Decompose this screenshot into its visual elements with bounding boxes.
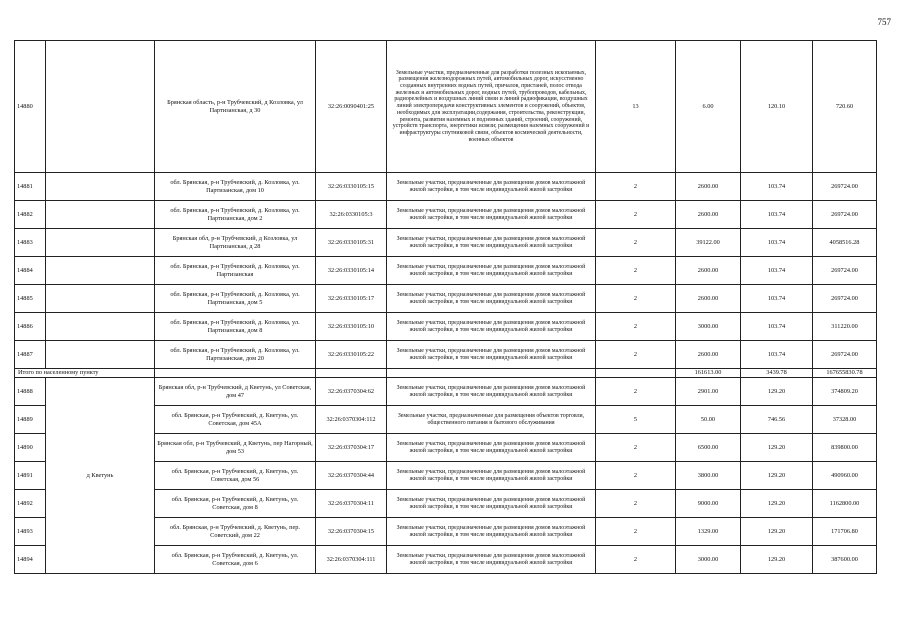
land-use-cell: Земельные участки, предназначенные для размещения домов малоэтажной жилой застройки, в том числе индивидуальной жилой застройки: [387, 257, 596, 285]
land-use-cell: Земельные участки, предназначенные для размещения объектов торговли, общественного питания и бытового обслуживания: [387, 406, 596, 434]
table-row: [15, 313, 877, 341]
land-use-cell: Земельные участки, предназначенные для размещения домов малоэтажной жилой застройки, в том числе индивидуальной жилой застройки: [387, 434, 596, 462]
land-use-cell: Земельные участки, предназначенные для разработки полезных ископаемых, размещения железнодорожных путей, автомобильных дорог, искусственно созданных внутренних водных путей, причалов, пристаней, полос отвода железных и автомобильных дорог, водных путей, трубопроводов, кабельных, радиорелейных и воздушных линий связи и линий радиофикации, воздушных линий электропередачи конструктивных элементов и сооружений, объектов, необходимых для эксплуатации,содержания, строительства, реконструкции, ремонта, развития наземных и подземных зданий, строений, сооружений, устройств транспорта, энергетики исвязи; размещения наземных сооружений и инфраструктуры спутниковой связи, объектов космической деятельности, военных объектов: [387, 41, 596, 173]
rate-cell: 129.20: [741, 462, 813, 490]
cadastral-value-cell: 269724.00: [813, 201, 877, 229]
area-cell: 2600.00: [676, 201, 741, 229]
table-row: [15, 41, 877, 173]
address-cell: обл. Брянская, р-н Трубчевский, д. Козловка, ул. Партизанская, дом 10: [155, 173, 316, 201]
land-use-cell: Земельные участки, предназначенные для размещения домов малоэтажной жилой застройки, в том числе индивидуальной жилой застройки: [387, 341, 596, 369]
area-cell: 1329.00: [676, 518, 741, 546]
land-use-cell: Земельные участки, предназначенные для размещения домов малоэтажной жилой застройки, в том числе индивидуальной жилой застройки: [387, 378, 596, 406]
row-number: 14891: [15, 462, 46, 490]
use-code-cell: 2: [596, 201, 676, 229]
total-row: [15, 369, 877, 378]
table-row: [15, 285, 877, 313]
cadastral-number-cell: 32:26:0370304:62: [316, 378, 387, 406]
use-code-cell: 2: [596, 518, 676, 546]
cadastral-number-cell: 32:26:0370304:15: [316, 518, 387, 546]
settlement-name: д Кветунь: [46, 378, 155, 574]
land-use-cell: Земельные участки, предназначенные для размещения домов малоэтажной жилой застройки, в том числе индивидуальной жилой застройки: [387, 229, 596, 257]
address-cell: обл. Брянская, р-н Трубчевский, д. Козловка, ул. Партизанская: [155, 257, 316, 285]
address-cell: Брянская область, р-н Трубчевский, д Козловка, ул Партизанская, д 30: [155, 41, 316, 173]
cadastral-number-cell: 32:26:0330105:22: [316, 341, 387, 369]
address-cell: обл. Брянская, р-н Трубчевский, д. Кветунь, ул. Советская, дом 45А: [155, 406, 316, 434]
cadastral-value-cell: 490960.00: [813, 462, 877, 490]
row-number: 14882: [15, 201, 46, 229]
row-number: 14893: [15, 518, 46, 546]
settlement-cell: [46, 257, 155, 285]
table-row: [15, 229, 877, 257]
rate-cell: 103.74: [741, 173, 813, 201]
address-cell: обл. Брянская, р-н Трубчевский, д. Кветунь, пер. Советский, дом 22: [155, 518, 316, 546]
settlement-cell: [46, 285, 155, 313]
cadastral-value-cell: 839800.00: [813, 434, 877, 462]
rate-cell: 103.74: [741, 341, 813, 369]
cadastral-number-cell: 32:26:0330105:15: [316, 173, 387, 201]
cadastral-value-cell: 4058516.28: [813, 229, 877, 257]
address-cell: обл. Брянская, р-н Трубчевский, д. Козловка, ул. Партизанская, дом 20: [155, 341, 316, 369]
row-number: 14881: [15, 173, 46, 201]
cadastral-number-cell: 32:26:0330105:10: [316, 313, 387, 341]
table-body-total: [15, 369, 877, 378]
use-code-cell: 2: [596, 378, 676, 406]
row-number: 14888: [15, 378, 46, 406]
row-number: 14883: [15, 229, 46, 257]
rate-cell: 129.20: [741, 490, 813, 518]
cadastral-value-cell: 269724.00: [813, 341, 877, 369]
table-row: [15, 173, 877, 201]
table-body-kvetun: [15, 378, 877, 574]
rate-cell: 103.74: [741, 313, 813, 341]
address-cell: обл. Брянская, р-н Трубчевский, д. Кветунь, ул. Советская, дом 6: [155, 546, 316, 574]
settlement-cell: [46, 229, 155, 257]
rate-cell: 120.10: [741, 41, 813, 173]
use-code-cell: 2: [596, 285, 676, 313]
rate-cell: 103.74: [741, 285, 813, 313]
land-use-cell: Земельные участки, предназначенные для размещения домов малоэтажной жилой застройки, в том числе индивидуальной жилой застройки: [387, 173, 596, 201]
area-cell: 9000.00: [676, 490, 741, 518]
rate-cell: 103.74: [741, 229, 813, 257]
land-use-cell: Земельные участки, предназначенные для размещения домов малоэтажной жилой застройки, в том числе индивидуальной жилой застройки: [387, 490, 596, 518]
address-cell: обл. Брянская, р-н Трубчевский, д. Козловка, ул. Партизанская, дом 8: [155, 313, 316, 341]
total-area: 161613.00: [676, 369, 741, 378]
settlement-cell: [46, 313, 155, 341]
rate-cell: 129.20: [741, 378, 813, 406]
cadastral-value-cell: 387600.00: [813, 546, 877, 574]
rate-cell: 129.20: [741, 434, 813, 462]
cadastral-number-cell: 32:26:0330105:31: [316, 229, 387, 257]
table-row: [15, 378, 877, 406]
cadastral-value-cell: 720.60: [813, 41, 877, 173]
use-code-cell: 2: [596, 490, 676, 518]
rate-cell: 129.20: [741, 518, 813, 546]
use-code-cell: 2: [596, 546, 676, 574]
address-cell: обл. Брянская, р-н Трубчевский, д. Кветунь, ул. Советская, дом 56: [155, 462, 316, 490]
cadastral-value-cell: 37328.00: [813, 406, 877, 434]
table-row: [15, 201, 877, 229]
land-use-cell: Земельные участки, предназначенные для размещения домов малоэтажной жилой застройки, в том числе индивидуальной жилой застройки: [387, 546, 596, 574]
cadastral-value-cell: 171706.80: [813, 518, 877, 546]
page-number: 757: [877, 17, 891, 27]
row-number: 14880: [15, 41, 46, 173]
rate-cell: 103.74: [741, 201, 813, 229]
use-code-cell: 2: [596, 257, 676, 285]
cadastral-value-cell: 269724.00: [813, 173, 877, 201]
address-cell: обл. Брянская, р-н Трубчевский, д. Козловка, ул. Партизанская, дом 2: [155, 201, 316, 229]
row-number: 14885: [15, 285, 46, 313]
address-cell: обл. Брянская, р-н Трубчевский, д. Кветунь, ул. Советская, дом 8: [155, 490, 316, 518]
row-number: 14886: [15, 313, 46, 341]
use-code-cell: 2: [596, 462, 676, 490]
use-code-cell: 2: [596, 229, 676, 257]
settlement-cell: [46, 173, 155, 201]
row-number: 14892: [15, 490, 46, 518]
cadastral-number-cell: 32:26:0330105:3: [316, 201, 387, 229]
land-registry-table: [14, 40, 877, 574]
area-cell: 6.00: [676, 41, 741, 173]
use-code-cell: 2: [596, 313, 676, 341]
cadastral-number-cell: 32:26:0370304:44: [316, 462, 387, 490]
total-value: 167655830.78: [813, 369, 877, 378]
total-empty-cadastral: [316, 369, 387, 378]
land-use-cell: Земельные участки, предназначенные для размещения домов малоэтажной жилой застройки, в том числе индивидуальной жилой застройки: [387, 285, 596, 313]
land-use-cell: Земельные участки, предназначенные для размещения домов малоэтажной жилой застройки, в том числе индивидуальной жилой застройки: [387, 313, 596, 341]
use-code-cell: 2: [596, 173, 676, 201]
cadastral-number-cell: 32:26:0330105:17: [316, 285, 387, 313]
cadastral-number-cell: 32:26:0370304:112: [316, 406, 387, 434]
row-number: 14890: [15, 434, 46, 462]
total-empty-code: [596, 369, 676, 378]
area-cell: 39122.00: [676, 229, 741, 257]
settlement-cell: [46, 341, 155, 369]
area-cell: 2901.00: [676, 378, 741, 406]
cadastral-number-cell: 32:26:0330105:14: [316, 257, 387, 285]
area-cell: 2600.00: [676, 257, 741, 285]
cadastral-value-cell: 269724.00: [813, 285, 877, 313]
use-code-cell: 2: [596, 434, 676, 462]
cadastral-number-cell: 32:26:0370304:17: [316, 434, 387, 462]
area-cell: 2600.00: [676, 285, 741, 313]
area-cell: 6500.00: [676, 434, 741, 462]
land-use-cell: Земельные участки, предназначенные для размещения домов малоэтажной жилой застройки, в том числе индивидуальной жилой застройки: [387, 518, 596, 546]
cadastral-number-cell: 32:26:0370304:11: [316, 490, 387, 518]
settlement-cell: [46, 41, 155, 173]
cadastral-value-cell: 1162800.00: [813, 490, 877, 518]
land-use-cell: Земельные участки, предназначенные для размещения домов малоэтажной жилой застройки, в том числе индивидуальной жилой застройки: [387, 201, 596, 229]
area-cell: 3000.00: [676, 546, 741, 574]
cadastral-value-cell: 269724.00: [813, 257, 877, 285]
area-cell: 50.00: [676, 406, 741, 434]
address-cell: Брянская обл, р-н Трубчевский, д Кветунь, пер Нагорный, дом 53: [155, 434, 316, 462]
land-use-cell: Земельные участки, предназначенные для размещения домов малоэтажной жилой застройки, в том числе индивидуальной жилой застройки: [387, 462, 596, 490]
table-body-kozlovka: [15, 41, 877, 369]
rate-cell: 103.74: [741, 257, 813, 285]
area-cell: 2600.00: [676, 341, 741, 369]
area-cell: 3000.00: [676, 313, 741, 341]
area-cell: 3800.00: [676, 462, 741, 490]
table-row: [15, 341, 877, 369]
address-cell: Брянская обл, р-н Трубчевский, д Козловка, ул Партизанская, д 28: [155, 229, 316, 257]
row-number: 14887: [15, 341, 46, 369]
row-number: 14889: [15, 406, 46, 434]
address-cell: обл. Брянская, р-н Трубчевский, д. Козловка, ул. Партизанская, дом 5: [155, 285, 316, 313]
address-cell: Брянская обл, р-н Трубчевский, д Кветунь, ул Советская, дом 47: [155, 378, 316, 406]
use-code-cell: 2: [596, 341, 676, 369]
total-empty-address: [155, 369, 316, 378]
settlement-cell: [46, 201, 155, 229]
area-cell: 2600.00: [676, 173, 741, 201]
row-number: 14894: [15, 546, 46, 574]
rate-cell: 129.20: [741, 546, 813, 574]
rate-cell: 746.56: [741, 406, 813, 434]
cadastral-number-cell: 32:26:0370304:111: [316, 546, 387, 574]
cadastral-value-cell: 374809.20: [813, 378, 877, 406]
use-code-cell: 13: [596, 41, 676, 173]
cadastral-number-cell: 32:26:0090401:25: [316, 41, 387, 173]
row-number: 14884: [15, 257, 46, 285]
total-rate: 3439.78: [741, 369, 813, 378]
cadastral-value-cell: 311220.00: [813, 313, 877, 341]
use-code-cell: 5: [596, 406, 676, 434]
total-label: Итого по населенному пункту: [15, 369, 155, 378]
total-empty-use: [387, 369, 596, 378]
table-row: [15, 257, 877, 285]
